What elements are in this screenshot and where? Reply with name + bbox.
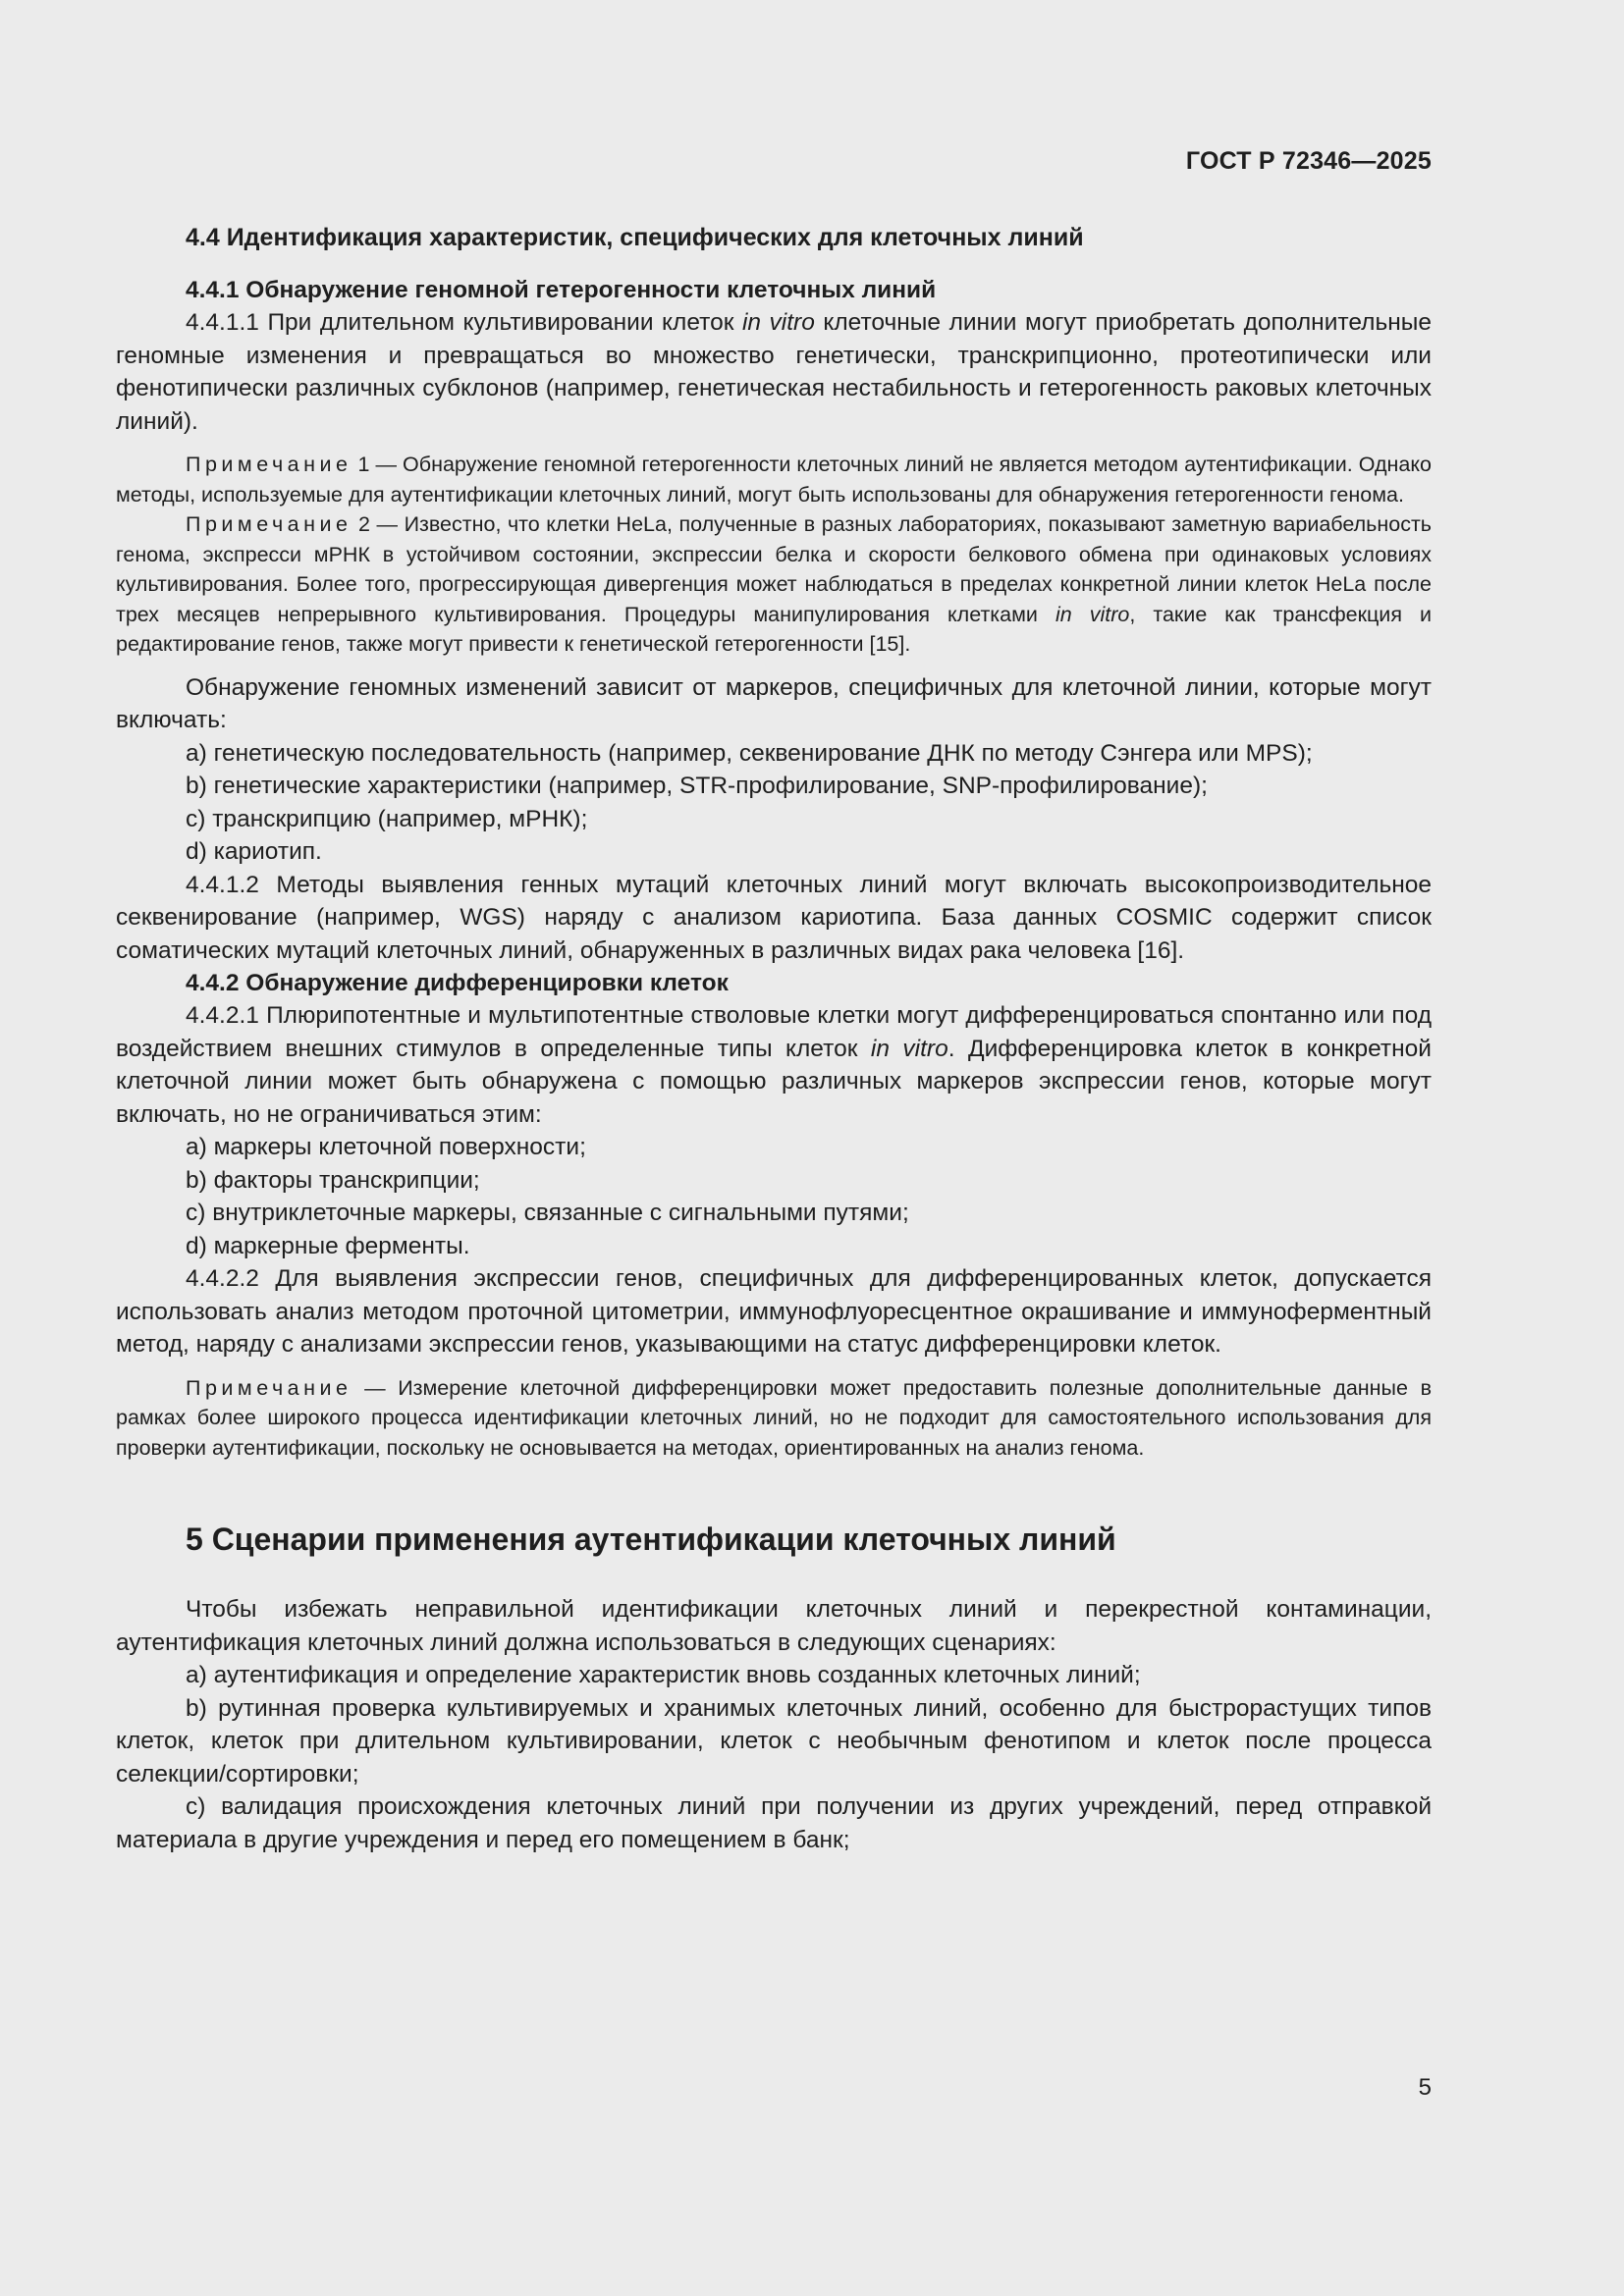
list-item: c) транскрипцию (например, мРНК); [186, 805, 588, 832]
paragraph-section-5: Чтобы избежать неправильной идентификации клеточных линий и перекрестной контаминации, аутентификация клеточных линий должна использоваться в следующих сценариях: [116, 1596, 1432, 1656]
list-item: c) валидация происхождения клеточных линий при получении из других учреждений, перед отправкой материала в другие учреждения и перед его помещением в банк; [116, 1793, 1432, 1853]
note-label: Примечание [186, 512, 352, 536]
list-item: d) кариотип. [186, 838, 322, 865]
section-4-4-2-heading: 4.4.2 Обнаружение дифференцировки клеток [186, 970, 729, 996]
list-item: b) рутинная проверка культивируемых и хранимых клеточных линий, особенно для быстрорастущих типов клеток, клеток при длительном культивировании, клеток с необычным фенотипом и клеток после процесса селекции/сортировки; [116, 1694, 1432, 1788]
page-number: 5 [1418, 2074, 1432, 2101]
paragraph-4-4-1-2: 4.4.1.2 Методы выявления генных мутаций клеточных линий могут включать высокопроизводительное секвенирование (например, WGS) наряду с анализом кариотипа. База данных COSMIC содержит список соматических мутаций клеточных линий, обнаруженных в различных видах рака человека [16]. [116, 871, 1432, 964]
paragraph-4-4-2-2: 4.4.2.2 Для выявления экспрессии генов, специфичных для дифференцированных клеток, допускается использовать анализ методом проточной цитометрии, иммунофлуоресцентное окрашивание и иммуноферментный метод, наряду с анализами экспрессии генов, указывающими на статус дифференцировки клеток. [116, 1265, 1432, 1358]
list-item: b) факторы транскрипции; [186, 1166, 480, 1194]
list-item: a) аутентификация и определение характеристик вновь созданных клеточных линий; [186, 1662, 1141, 1688]
section-5-heading: 5 Сценарии применения аутентификации клеточных линий [186, 1522, 1116, 1557]
list-item: a) маркеры клеточной поверхности; [186, 1134, 586, 1160]
note-2: Примечание 2 — Известно, что клетки HeLa, полученные в разных лабораториях, показывают заметную вариабельность генома, экспресси мРНК в устойчивом состоянии, экспрессии белка и скорости белкового обмена при одинаковых условиях культивирования. Более того, прогрессирующая дивергенция может наблюдаться в пределах конкретной линии клеток HeLa после трех месяцев непрерывного культивирования. Процедуры манипулирования клетками in vitro, такие как трансфекция и редактирование генов, также могут привести к генетической гетерогенности [15]. [116, 512, 1432, 656]
section-4-4-heading: 4.4 Идентификация характеристик, специфических для клеточных линий [186, 224, 1084, 251]
list-item: c) внутриклеточные маркеры, связанные с сигнальными путями; [186, 1200, 909, 1226]
document-id: ГОСТ Р 72346—2025 [1185, 147, 1432, 175]
paragraph-4-4-1-1: 4.4.1.1 При длительном культивировании клеток in vitro клеточные линии могут приобретать дополнительные геномные изменения и превращаться во множество генетически, транскрипционно, протеотипически или фенотипически различных субклонов (например, генетическая нестабильность и гетерогенность раковых клеточных линий). [116, 309, 1432, 435]
paragraph-4-4-2-1: 4.4.2.1 Плюрипотентные и мультипотентные стволовые клетки могут дифференцироваться спонтанно или под воздействием внешних стимулов в определенные типы клеток in vitro. Дифференцировка клеток в конкретной клеточной линии может быть обнаружена с помощью различных маркеров экспрессии генов, которые могут включать, но не ограничиваться этим: [116, 1002, 1432, 1128]
list-item: b) генетические характеристики (например, STR-профилирование, SNP-профилирование); [186, 773, 1208, 799]
paragraph-genomic-changes: Обнаружение геномных изменений зависит от маркеров, специфичных для клеточной линии, которые могут включать: [116, 673, 1432, 733]
list-item: d) маркерные ферменты. [186, 1232, 470, 1259]
list-item: a) генетическую последовательность (например, секвенирование ДНК по методу Сэнгера или MPS); [186, 739, 1313, 767]
section-4-4-1-heading: 4.4.1 Обнаружение геномной гетерогенности клеточных линий [186, 277, 937, 303]
note-label: Примечание [186, 453, 352, 476]
note-1: Примечание 1 — Обнаружение геномной гетерогенности клеточных линий не является методом аутентификации. Однако методы, используемые для аутентификации клеточных линий, могут быть использованы для обнаружения гетерогенности генома. [116, 453, 1432, 507]
page-content [116, 224, 1432, 1856]
note-label: Примечание [186, 1375, 352, 1400]
note-differentiation: Примечание — Измерение клеточной дифференцировки может предоставить полезные дополнительные данные в рамках более широкого процесса идентификации клеточных линий, но не подходит для самостоятельного использования для проверки аутентификации, поскольку не основывается на методах, ориентированных на анализ генома. [116, 1375, 1432, 1460]
